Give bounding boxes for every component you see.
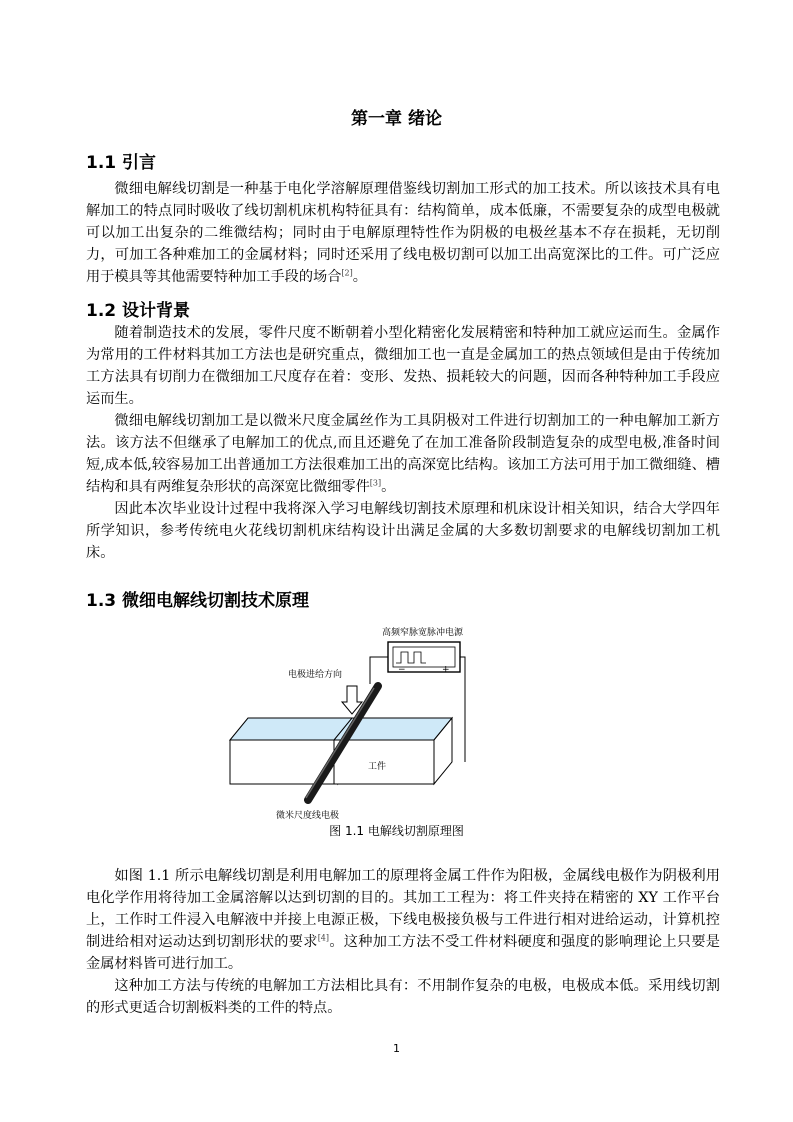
cathode-wire <box>370 657 388 684</box>
paragraph-text: 微细电解线切割是一种基于电化学溶解原理借鉴线切割加工形式的加工技术。所以该技术具有电解加工的特点同时吸收了线切割机床机构特征具有：结构简单，成本低廉，不需要复杂的成型电极就可以加工出复杂的二维微结构；同时由于电解原理特性作为阴极的电极丝基本不存在损耗，无切削力，可加工各种难加工的金属材料；同时还采用了线电极切割可以加工出高宽深比的工件。可广泛应用于模具等其他需要特种加工手段的场合 <box>86 181 720 285</box>
section-heading-1-3: 1.3 微细电解线切割技术原理 <box>86 591 310 611</box>
paragraph-tail: 。 <box>381 479 396 495</box>
figure-caption: 图 1.1 电解线切割原理图 <box>329 824 464 838</box>
citation: [3] <box>369 478 382 488</box>
paragraph-text: 随着制造技术的发展，零件尺度不断朝着小型化精密化发展精密和特种加工就应运而生。金属作为常用的工件材料其加工方法也是研究重点，微细加工也一直是金属加工的热点领域但是由于传统加工方法具有切削力在微细加工尺度存在着：变形、发热、损耗较大的问题，因而各种特种加工手段应运而生。 <box>86 325 720 407</box>
section-heading-1-1: 1.1 引言 <box>86 153 157 173</box>
page-number: 1 <box>393 1042 400 1055</box>
paragraph-tail: 。 <box>352 269 367 285</box>
citation: [4] <box>317 933 330 943</box>
paragraph-1-2-2 <box>86 410 720 498</box>
workpiece-label: 工件 <box>368 762 387 772</box>
paragraph-1-3-1 <box>86 865 720 975</box>
minus-sign: − <box>398 665 406 675</box>
paragraph-text: 如图 1.1 所示电解线切割是利用电解加工的原理将金属工件作为阳极，金属线电极作为阴极利用电化学作用将待加工金属溶解以达到切割的目的。其加工工程为：将工件夹持在精密的 XY 工作平台上，工作时工件浸入电解液中并接上电源正极，下线电极接负极与工件进行相对进给运动，计算机控制进给相对运动达到切割形状的要求 <box>86 868 720 950</box>
feed-direction-label: 电极进给方向 <box>288 670 343 680</box>
paragraph-1-2-1 <box>86 322 720 410</box>
chapter-title: 第一章 绪论 <box>351 109 442 129</box>
paragraph-text: 因此本次毕业设计过程中我将深入学习电解线切割技术原理和机床设计相关知识，结合大学四年所学知识，参考传统电火花线切割机床结构设计出满足金属的大多数切割要求的电解线切割加工机床。 <box>86 501 720 561</box>
anode-wire <box>460 657 465 762</box>
plus-sign: + <box>442 665 450 675</box>
paragraph-1-1-1 <box>86 178 720 288</box>
figure-wire-cutting-principle <box>220 622 480 827</box>
power-supply-display <box>393 647 455 667</box>
paragraph-tail: 。这种加工方法不受工件材料硬度和强度的影响理论上只要是金属材料皆可进行加工。 <box>86 934 720 972</box>
electrode-label: 微米尺度线电极 <box>276 811 340 821</box>
paragraph-text: 微细电解线切割加工是以微米尺度金属丝作为工具阴极对工件进行切割加工的一种电解加工新方法。该方法不但继承了电解加工的优点,而且还避免了在加工准备阶段制造复杂的成型电极,准备时间短,成本低,较容易加工出普通加工方法很难加工出的高深宽比结构。该加工方法可用于加工微细缝、槽结构和具有两维复杂形状的高深宽比微细零件 <box>86 413 720 495</box>
power-supply-label: 高频窄脉宽脉冲电源 <box>382 628 464 638</box>
wire-cutting-diagram <box>220 622 480 822</box>
paragraph-1-2-3 <box>86 498 720 564</box>
paragraph-1-3-2 <box>86 975 720 1019</box>
paragraph-text: 这种加工方法与传统的电解加工方法相比具有：不用制作复杂的电极，电极成本低。采用线切割的形式更适合切割板料类的工件的特点。 <box>86 978 720 1016</box>
section-heading-1-2: 1.2 设计背景 <box>86 301 191 321</box>
citation: [2] <box>341 268 353 278</box>
